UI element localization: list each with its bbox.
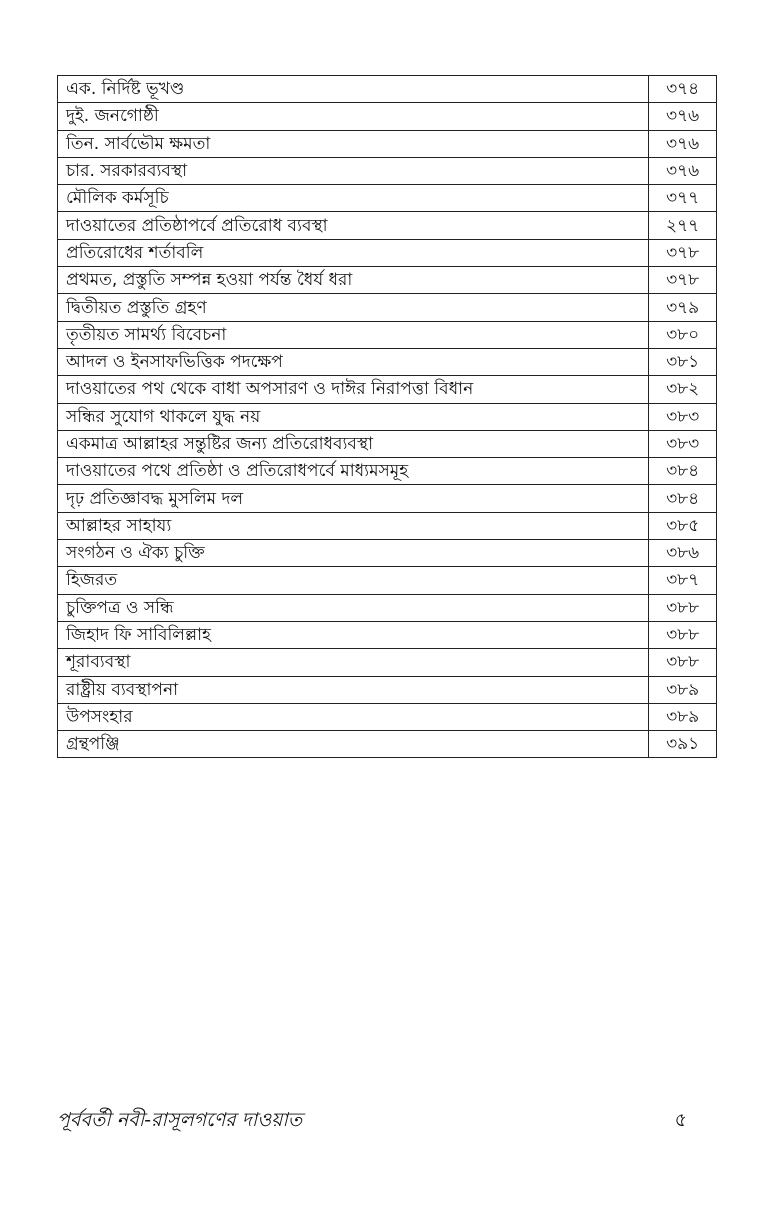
- table-of-contents: [57, 75, 717, 758]
- toc-entry-page: ৩৮৬: [649, 540, 717, 567]
- toc-row: [58, 321, 717, 348]
- toc-entry-title: দৃঢ় প্রতিজ্ঞাবদ্ধ মুসলিম দল: [58, 485, 649, 512]
- toc-row: [58, 458, 717, 485]
- toc-entry-title: প্রতিরোধের শর্তাবলি: [58, 239, 649, 266]
- footer-book-title: পূর্ববর্তী নবী-রাসূলগণের দাওয়াত: [57, 1109, 303, 1131]
- toc-entry-title: গ্রন্থপঞ্জি: [58, 731, 649, 758]
- toc-body: [58, 76, 717, 758]
- toc-entry-page: ৩৭৮: [649, 239, 717, 266]
- toc-entry-title: মৌলিক কর্মসূচি: [58, 185, 649, 212]
- toc-entry-title: আদল ও ইনসাফভিত্তিক পদক্ষেপ: [58, 348, 649, 375]
- toc-row: [58, 703, 717, 730]
- toc-row: [58, 430, 717, 457]
- toc-row: [58, 540, 717, 567]
- toc-entry-page: ৩৮৪: [649, 458, 717, 485]
- toc-row: [58, 376, 717, 403]
- toc-entry-page: ৩৭৮: [649, 267, 717, 294]
- toc-entry-title: একমাত্র আল্লাহর সন্তুষ্টির জন্য প্রতিরোধব্যবস্থা: [58, 430, 649, 457]
- toc-entry-page: ৩৮২: [649, 376, 717, 403]
- page-footer: [57, 1106, 697, 1136]
- toc-entry-page: ৩৮৩: [649, 403, 717, 430]
- toc-row: [58, 403, 717, 430]
- toc-entry-title: দুই. জনগোষ্ঠী: [58, 103, 649, 130]
- toc-entry-title: জিহাদ ফি সাবিলিল্লাহ: [58, 621, 649, 648]
- toc-entry-title: হিজরত: [58, 567, 649, 594]
- toc-entry-page: ৩৮০: [649, 321, 717, 348]
- toc-row: [58, 649, 717, 676]
- toc-entry-title: দাওয়াতের পথে প্রতিষ্ঠা ও প্রতিরোধপর্বে মাধ্যমসমূহ: [58, 458, 649, 485]
- toc-row: [58, 294, 717, 321]
- toc-entry-page: ৩৭৯: [649, 294, 717, 321]
- toc-entry-title: চুক্তিপত্র ও সন্ধি: [58, 594, 649, 621]
- toc-entry-title: রাষ্ট্রীয় ব্যবস্থাপনা: [58, 676, 649, 703]
- toc-row: [58, 239, 717, 266]
- toc-entry-page: ৩৮৩: [649, 430, 717, 457]
- toc-row: [58, 185, 717, 212]
- toc-entry-title: সংগঠন ও ঐক্য চুক্তি: [58, 540, 649, 567]
- toc-row: [58, 103, 717, 130]
- toc-entry-page: ২৭৭: [649, 212, 717, 239]
- toc-entry-page: ৩৮৯: [649, 703, 717, 730]
- toc-row: [58, 212, 717, 239]
- toc-entry-title: শূরাব্যবস্থা: [58, 649, 649, 676]
- toc-entry-title: দ্বিতীয়ত প্রস্তুতি গ্রহণ: [58, 294, 649, 321]
- toc-entry-page: ৩৮১: [649, 348, 717, 375]
- toc-entry-page: ৩৮৮: [649, 594, 717, 621]
- toc-entry-page: ৩৮৮: [649, 621, 717, 648]
- toc-entry-page: ৩৭৬: [649, 103, 717, 130]
- toc-row: [58, 348, 717, 375]
- toc-entry-page: ৩৮৮: [649, 649, 717, 676]
- toc-entry-page: ৩৮৫: [649, 512, 717, 539]
- footer-page-number: ৫: [674, 1109, 687, 1131]
- toc-entry-page: ৩৯১: [649, 731, 717, 758]
- toc-entry-title: চার. সরকারব্যবস্থা: [58, 157, 649, 184]
- toc-row: [58, 267, 717, 294]
- toc-entry-title: তিন. সার্বভৌম ক্ষমতা: [58, 130, 649, 157]
- toc-row: [58, 76, 717, 103]
- toc-entry-page: ৩৭৬: [649, 157, 717, 184]
- toc-row: [58, 594, 717, 621]
- toc-row: [58, 731, 717, 758]
- toc-entry-title: দাওয়াতের প্রতিষ্ঠাপর্বে প্রতিরোধ ব্যবস্থা: [58, 212, 649, 239]
- toc-entry-title: দাওয়াতের পথ থেকে বাধা অপসারণ ও দাঈর নিরাপত্তা বিধান: [58, 376, 649, 403]
- toc-entry-page: ৩৭৭: [649, 185, 717, 212]
- toc-entry-page: ৩৮৭: [649, 567, 717, 594]
- toc-entry-title: তৃতীয়ত সামর্থ্য বিবেচনা: [58, 321, 649, 348]
- toc-entry-page: ৩৭৪: [649, 76, 717, 103]
- toc-row: [58, 621, 717, 648]
- toc-row: [58, 512, 717, 539]
- toc-row: [58, 676, 717, 703]
- toc-entry-title: এক. নির্দিষ্ট ভূখণ্ড: [58, 76, 649, 103]
- toc-entry-title: উপসংহার: [58, 703, 649, 730]
- toc-row: [58, 485, 717, 512]
- toc-entry-title: প্রথমত, প্রস্তুতি সম্পন্ন হওয়া পর্যন্ত ধৈর্য ধরা: [58, 267, 649, 294]
- toc-row: [58, 567, 717, 594]
- toc-entry-page: ৩৮৪: [649, 485, 717, 512]
- toc-row: [58, 157, 717, 184]
- toc-entry-page: ৩৮৯: [649, 676, 717, 703]
- toc-entry-title: আল্লাহর সাহায্য: [58, 512, 649, 539]
- toc-row: [58, 130, 717, 157]
- toc-entry-page: ৩৭৬: [649, 130, 717, 157]
- toc-entry-title: সন্ধির সুযোগ থাকলে যুদ্ধ নয়: [58, 403, 649, 430]
